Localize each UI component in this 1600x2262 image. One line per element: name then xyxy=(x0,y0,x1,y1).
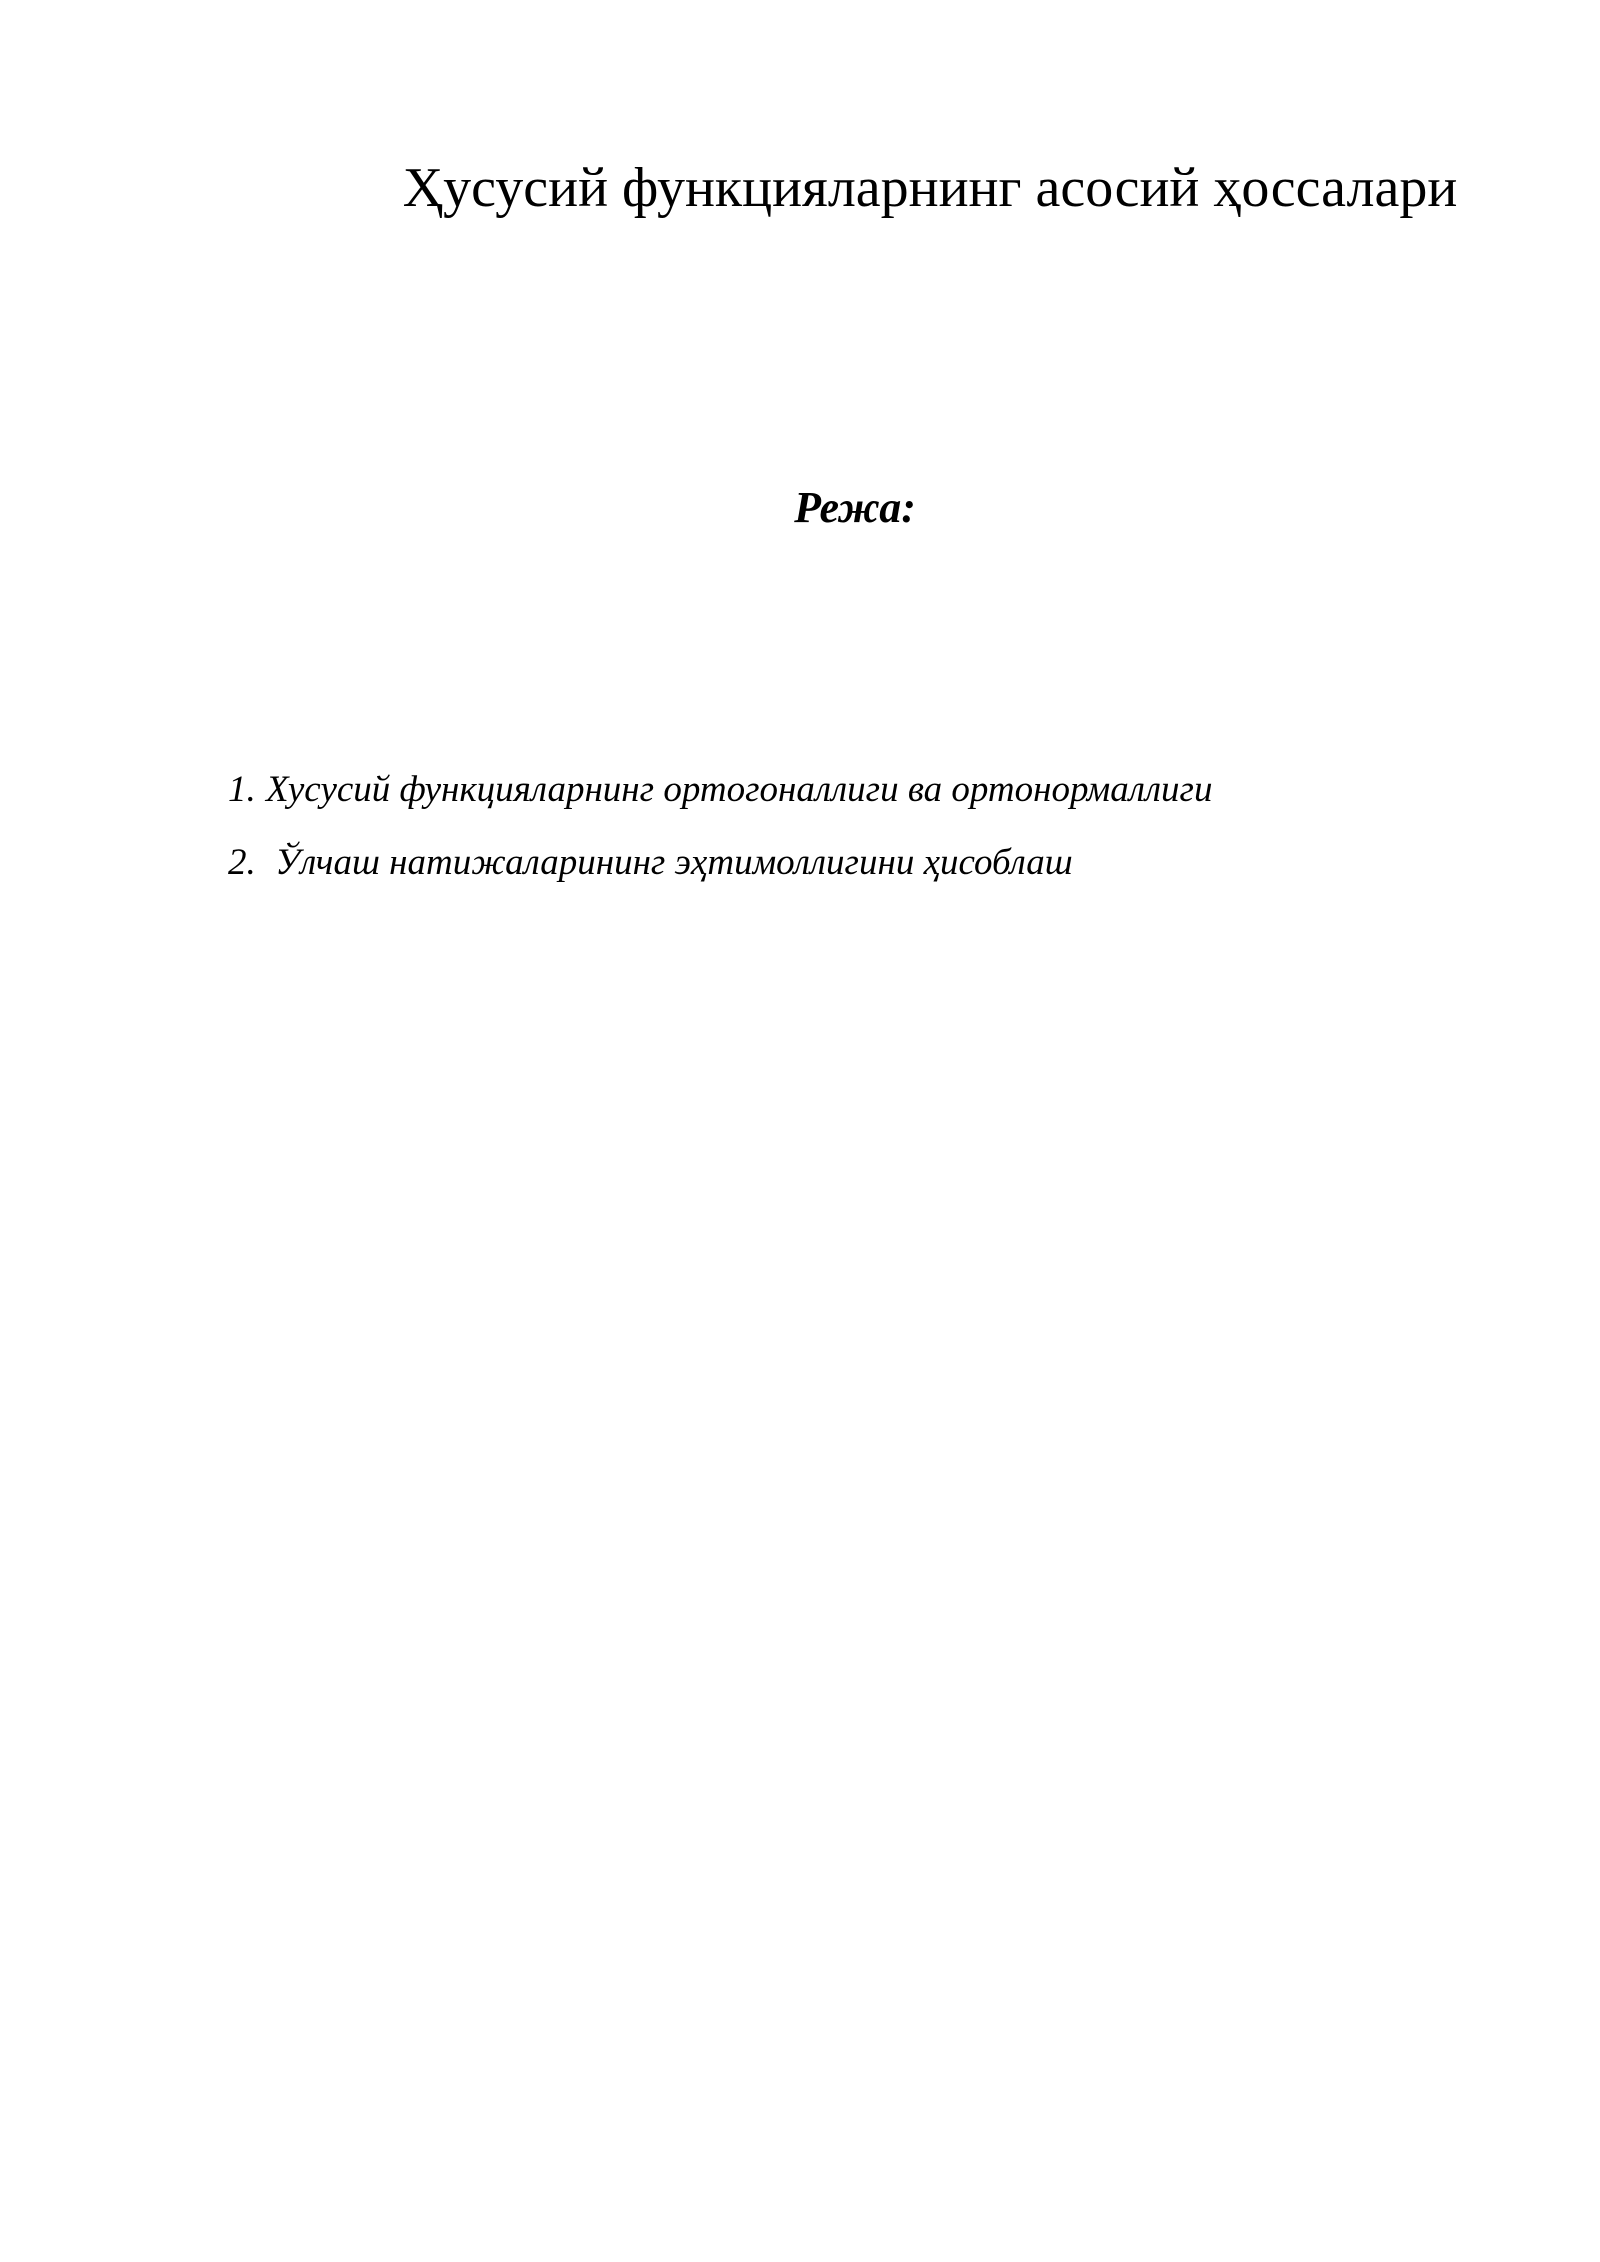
plan-item-text: Хусусий функцияларнинг ортогоналлиги ва ортонормаллиги xyxy=(266,769,1213,810)
plan-item-number: 1. xyxy=(228,769,256,810)
plan-heading: Режа: xyxy=(794,483,916,532)
plan-item-1 xyxy=(228,765,1488,815)
plan-item-text: Ўлчаш натижаларининг эҳтимоллигини ҳисоблаш xyxy=(275,842,1073,883)
document-title: Ҳусусий функцияларнинг асосий ҳоссалари xyxy=(402,157,1458,219)
plan-list xyxy=(228,765,1488,911)
plan-item-number: 2. xyxy=(228,842,256,883)
plan-item-2 xyxy=(228,838,1488,888)
